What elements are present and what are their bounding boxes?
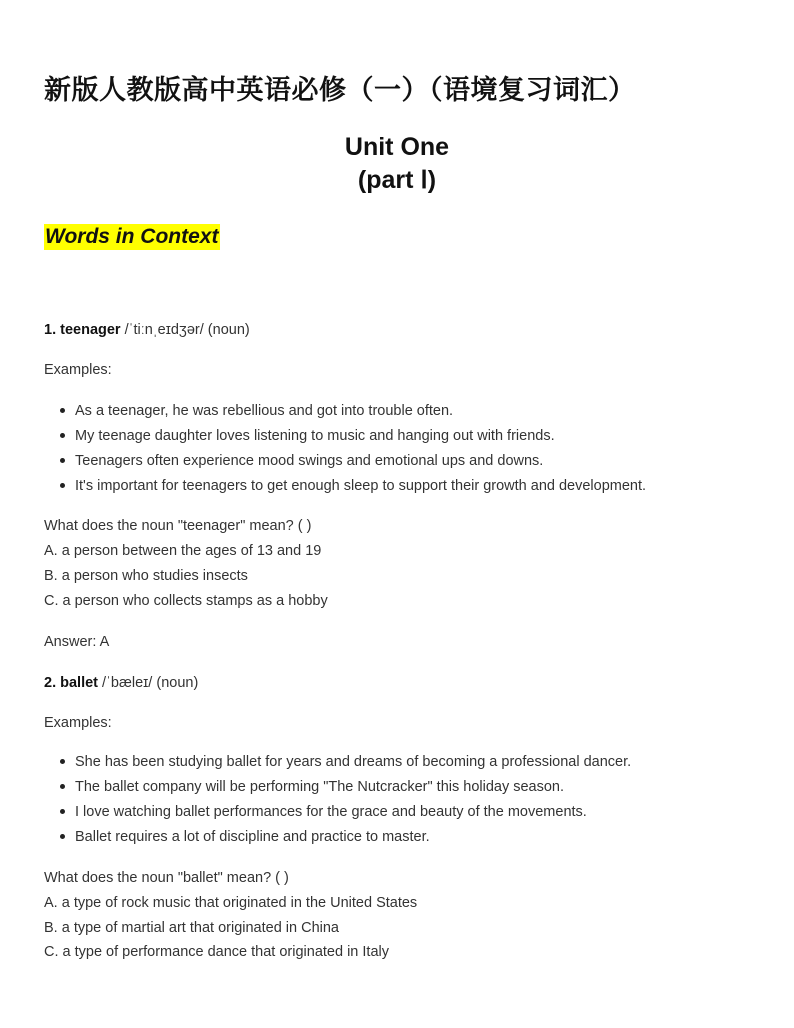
question-text: What does the noun "ballet" mean? ( ) [44,870,289,886]
word-part-of-speech: (noun) [207,322,250,338]
examples-label: Examples: [44,715,112,731]
example-item: I love watching ballet performances for the grace and beauty of the movements. [58,803,631,828]
question-text: What does the noun "teenager" mean? ( ) [44,518,312,534]
word-number: 1. [44,322,57,338]
option-b: B. a type of martial art that originated in China [44,920,339,936]
option-a: A. a type of rock music that originated in the United States [44,895,418,911]
word-phonetic: /ˈtiːnˌeɪdʒər/ [124,322,204,338]
example-item: Teenagers often experience mood swings and emotional ups and downs. [58,452,646,477]
example-item: She has been studying ballet for years and dreams of becoming a professional dancer. [58,753,631,778]
examples-list [58,402,646,502]
examples-list [58,753,631,853]
document-title: 新版人教版高中英语必修（一）（语境复习词汇） [44,75,636,106]
example-item: As a teenager, he was rebellious and got into trouble often. [58,402,646,427]
word-term: ballet [60,675,98,691]
word-entry-header [44,321,250,339]
unit-title: Unit One [344,133,450,161]
example-item: My teenage daughter loves listening to music and hanging out with friends. [58,427,646,452]
option-b: B. a person who studies insects [44,568,248,584]
option-c: C. a type of performance dance that originated in Italy [44,944,389,960]
unit-part: (part Ⅰ) [357,166,437,194]
example-item: The ballet company will be performing "The Nutcracker" this holiday season. [58,778,631,803]
option-c: C. a person who collects stamps as a hobby [44,593,328,609]
word-number: 2. [44,675,57,691]
example-item: Ballet requires a lot of discipline and practice to master. [58,828,631,853]
example-item: It's important for teenagers to get enough sleep to support their growth and development. [58,477,646,502]
examples-label: Examples: [44,362,112,378]
option-a: A. a person between the ages of 13 and 19 [44,543,322,559]
section-heading: Words in Context [45,225,219,248]
answer-text: Answer: A [44,634,110,650]
word-part-of-speech: (noun) [156,675,199,691]
word-entry-header [44,674,198,692]
word-term: teenager [60,322,121,338]
word-phonetic: /ˈbæleɪ/ [102,675,153,691]
